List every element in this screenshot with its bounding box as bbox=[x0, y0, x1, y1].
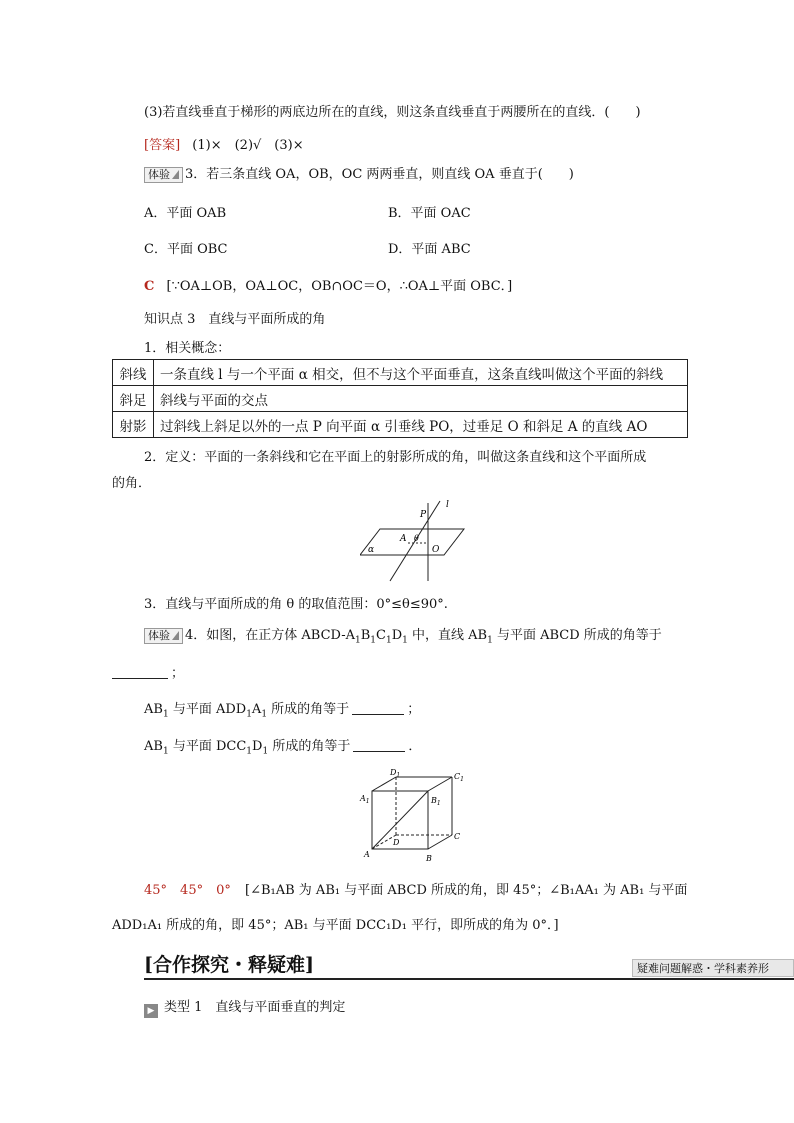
table-row bbox=[113, 412, 688, 438]
diagonal-ab1 bbox=[372, 791, 428, 849]
option-a: A．平面 OAB bbox=[144, 206, 227, 221]
term-cell: 斜足 bbox=[113, 386, 154, 412]
label-a1: $A_1$ bbox=[360, 794, 370, 805]
label-b: B bbox=[426, 854, 432, 863]
exercise-4-answer-line-2: ADD₁A₁ 所成的角，即 45°；AB₁ 与平面 DCC₁D₁ 平行，即所成的角为 0°．] bbox=[112, 918, 559, 933]
corner-triangle-icon bbox=[172, 631, 179, 640]
label-a: A bbox=[400, 534, 407, 544]
label-l: l bbox=[446, 500, 449, 510]
angle-range: 3．直线与平面所成的角 θ 的取值范围：0°≤θ≤90°. bbox=[144, 597, 448, 612]
definition-line-2: 的角． bbox=[112, 476, 152, 491]
term-cell: 斜线 bbox=[113, 360, 154, 386]
exercise-4-blank-1-line: ； bbox=[112, 662, 184, 681]
section-banner-tag: 疑难问题解惑・学科素养形 bbox=[632, 959, 794, 977]
exercise-3-stem: 体验 3．若三条直线 OA，OB，OC 两两垂直，则直线 OA 垂直于( ) bbox=[144, 163, 574, 183]
def-cell: 一条直线 l 与一个平面 α 相交，但不与这个平面垂直，这条直线叫做这个平面的斜线 bbox=[154, 360, 688, 386]
label-p: P bbox=[420, 510, 427, 520]
label-c1: $C_1$ bbox=[454, 772, 464, 783]
exercise-badge: 体验 bbox=[144, 628, 183, 644]
cube-edge bbox=[428, 835, 452, 849]
table-row bbox=[113, 360, 688, 386]
question-3-statement: (3)若直线垂直于梯形的两底边所在的直线，则这条直线垂直于两腰所在的直线．( ) bbox=[144, 105, 641, 120]
exercise-4-q3: $AB_1$ 与平面 $DCC_1D_1$ 所成的角等于 ． bbox=[144, 739, 422, 757]
exercise-badge: 体验 bbox=[144, 167, 183, 183]
label-d: D bbox=[393, 838, 400, 847]
label-theta: θ bbox=[414, 534, 419, 543]
answer-explanation: [∠B₁AB 为 AB₁ 与平面 ABCD 所成的角，即 45°；∠B₁AA₁ 为 AB₁ 与平面 bbox=[245, 883, 688, 898]
concept-table bbox=[112, 359, 688, 438]
label-d1: $D_1$ bbox=[390, 768, 401, 779]
label-o: O bbox=[432, 545, 440, 555]
plane-alpha bbox=[360, 529, 464, 555]
cube-edge bbox=[428, 777, 452, 791]
answer-letter: C bbox=[144, 279, 155, 294]
type-1-heading: ▶ 类型 1 直线与平面垂直的判定 bbox=[144, 996, 345, 1018]
option-d: D．平面 ABC bbox=[388, 242, 471, 257]
oblique-line-figure bbox=[360, 497, 470, 585]
concepts-title: 1．相关概念： bbox=[144, 341, 231, 356]
answer-blank[interactable] bbox=[353, 739, 405, 752]
definition-line-1: 2．定义：平面的一条斜线和它在平面上的射影所成的角，叫做这条直线和这个平面所成 bbox=[144, 450, 647, 465]
section-banner-title: [合作探究・释疑难] bbox=[144, 954, 314, 976]
table-row bbox=[113, 386, 688, 412]
banner-divider bbox=[144, 978, 794, 980]
answer-tag: [答案] bbox=[144, 138, 181, 153]
answer-explanation: [∵OA⊥OB，OA⊥OC，OB∩OC＝O，∴OA⊥平面 OBC．] bbox=[166, 279, 513, 294]
exercise-4-stem: 体验 4．如图，在正方体 ABCD-$A_1B_1C_1D_1$ 中，直线 $AB_1$ 与平面 ABCD 所成的角等于 bbox=[144, 624, 662, 646]
exercise-4-q2: $AB_1$ 与平面 $ADD_1A_1$ 所成的角等于 ； bbox=[144, 702, 421, 720]
answer-line bbox=[144, 134, 304, 153]
corner-triangle-icon bbox=[172, 170, 179, 179]
label-b1: $B_1$ bbox=[431, 796, 441, 807]
answer-blank[interactable] bbox=[112, 666, 168, 679]
answer-blank[interactable] bbox=[352, 702, 404, 715]
answer-text: (1)× (2)√ (3)× bbox=[192, 138, 304, 153]
label-a: A bbox=[364, 850, 370, 859]
knowledge-point-heading: 知识点 3 直线与平面所成的角 bbox=[144, 312, 326, 327]
exercise-3-answer bbox=[144, 275, 512, 294]
option-c: C．平面 OBC bbox=[144, 242, 228, 257]
exercise-4-answer-line-1 bbox=[144, 879, 687, 898]
cube-figure bbox=[356, 767, 468, 867]
def-cell: 斜线与平面的交点 bbox=[154, 386, 688, 412]
label-c: C bbox=[454, 832, 461, 841]
cube-edge bbox=[372, 777, 396, 791]
answer-values: 45° 45° 0° bbox=[144, 883, 231, 898]
label-alpha: α bbox=[368, 545, 375, 555]
option-b: B．平面 OAC bbox=[388, 206, 471, 221]
term-cell: 射影 bbox=[113, 412, 154, 438]
play-arrow-icon: ▶ bbox=[144, 1004, 158, 1018]
def-cell: 过斜线上斜足以外的一点 P 向平面 α 引垂线 PO，过垂足 O 和斜足 A 的直线 AO bbox=[154, 412, 688, 438]
